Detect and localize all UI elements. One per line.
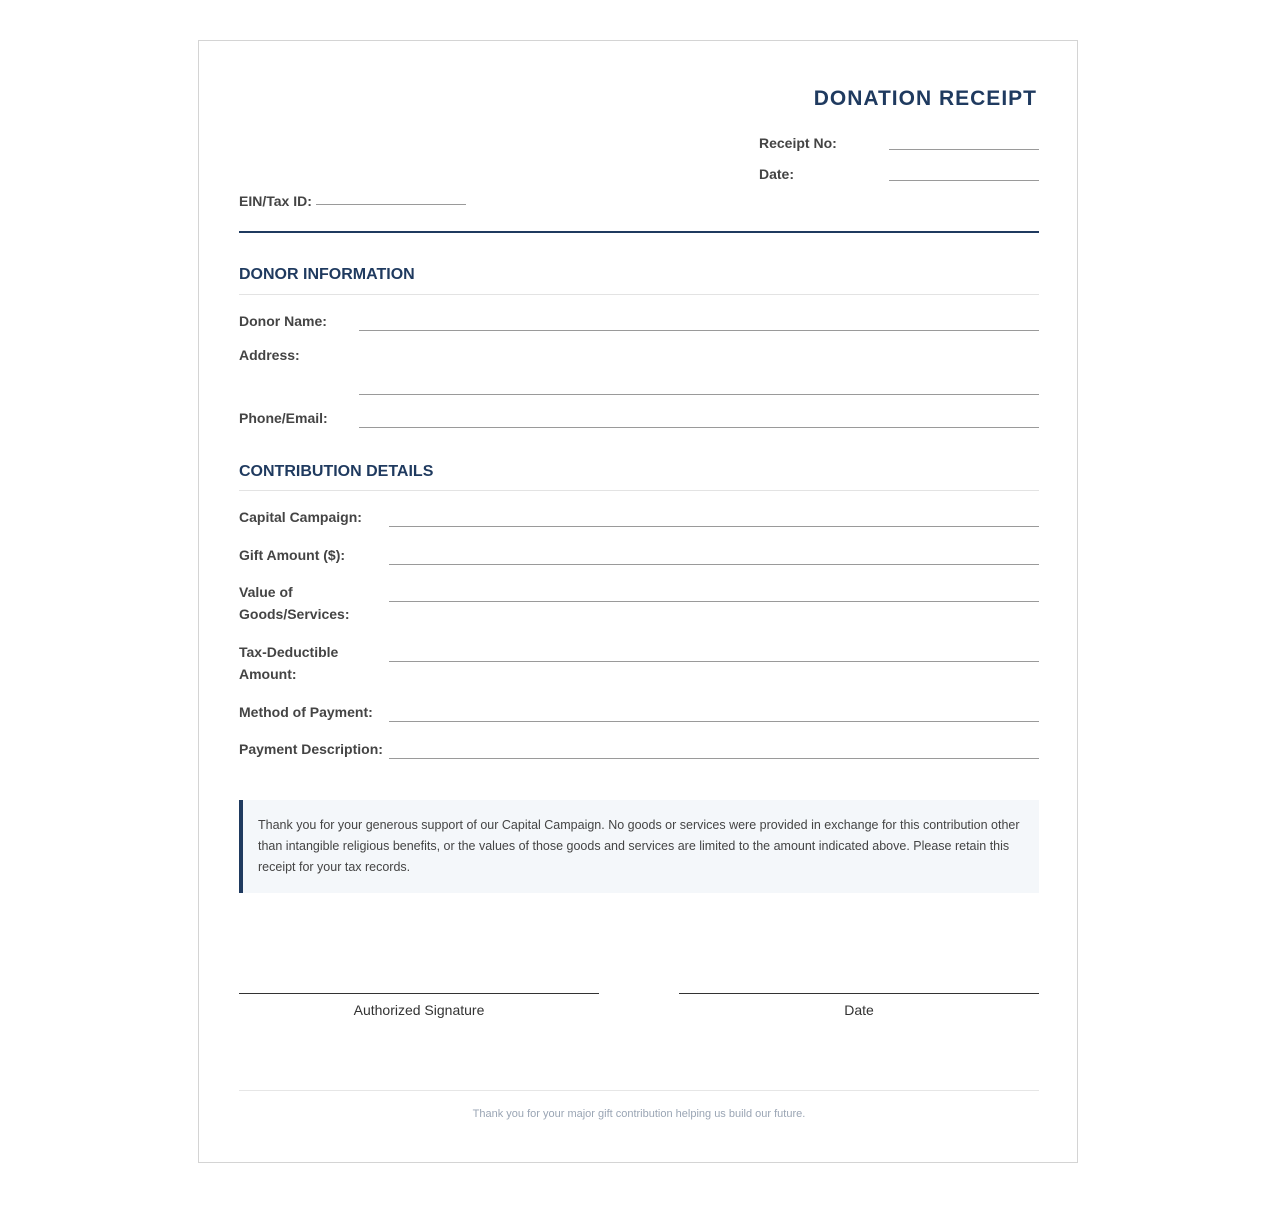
receipt-no-field[interactable] [889,149,1039,150]
campaign-label: Capital Campaign: [239,509,362,525]
address-field[interactable] [359,394,1039,395]
phone-email-field[interactable] [359,427,1039,428]
receipt-page [198,40,1078,1163]
payment-description-label: Payment Description: [239,741,383,757]
tax-deductible-field[interactable] [389,661,1039,662]
receipt-no-label: Receipt No: [759,135,837,151]
goods-value-field[interactable] [389,601,1039,602]
header-divider [239,231,1039,233]
goods-value-label: Value of Goods/Services: [239,584,350,622]
gift-amount-field[interactable] [389,564,1039,565]
footer-divider [239,1090,1039,1091]
gift-amount-label: Gift Amount ($): [239,547,346,563]
payment-method-label: Method of Payment: [239,704,373,720]
phone-email-label: Phone/Email: [239,410,328,426]
signature-date-label: Date [844,1002,874,1018]
date-field[interactable] [889,180,1039,181]
contribution-section-title: CONTRIBUTION DETAILS [239,463,434,480]
footer-text: Thank you for your major gift contribution helping us build our future. [472,1108,806,1120]
address-label: Address: [239,347,300,363]
ein-field[interactable] [316,204,466,205]
date-label: Date: [759,166,795,182]
donor-section-rule [239,294,1039,295]
receipt-title: DONATION RECEIPT [813,87,1037,110]
authorized-signature-line[interactable] [239,993,599,994]
tax-note-text: Thank you for your generous support of our Capital Campaign. No goods or services were provided in exchange for this contribution other than intangible religious benefits, or the values of those goods and services are limited to the amount indicated above. Please retain this receipt for your tax records. [258,818,1020,874]
donor-name-field[interactable] [359,330,1039,331]
tax-note-box [239,800,1039,893]
payment-method-field[interactable] [389,721,1039,722]
signature-date-line[interactable] [679,993,1039,994]
campaign-field[interactable] [389,526,1039,527]
tax-deductible-label: Tax-Deductible Amount: [239,644,339,682]
donor-section-title: DONOR INFORMATION [239,266,415,283]
donor-name-label: Donor Name: [239,313,327,329]
payment-description-field[interactable] [389,758,1039,759]
ein-label: EIN/Tax ID: [239,193,312,209]
contribution-section-rule [239,490,1039,491]
authorized-signature-label: Authorized Signature [353,1002,485,1018]
